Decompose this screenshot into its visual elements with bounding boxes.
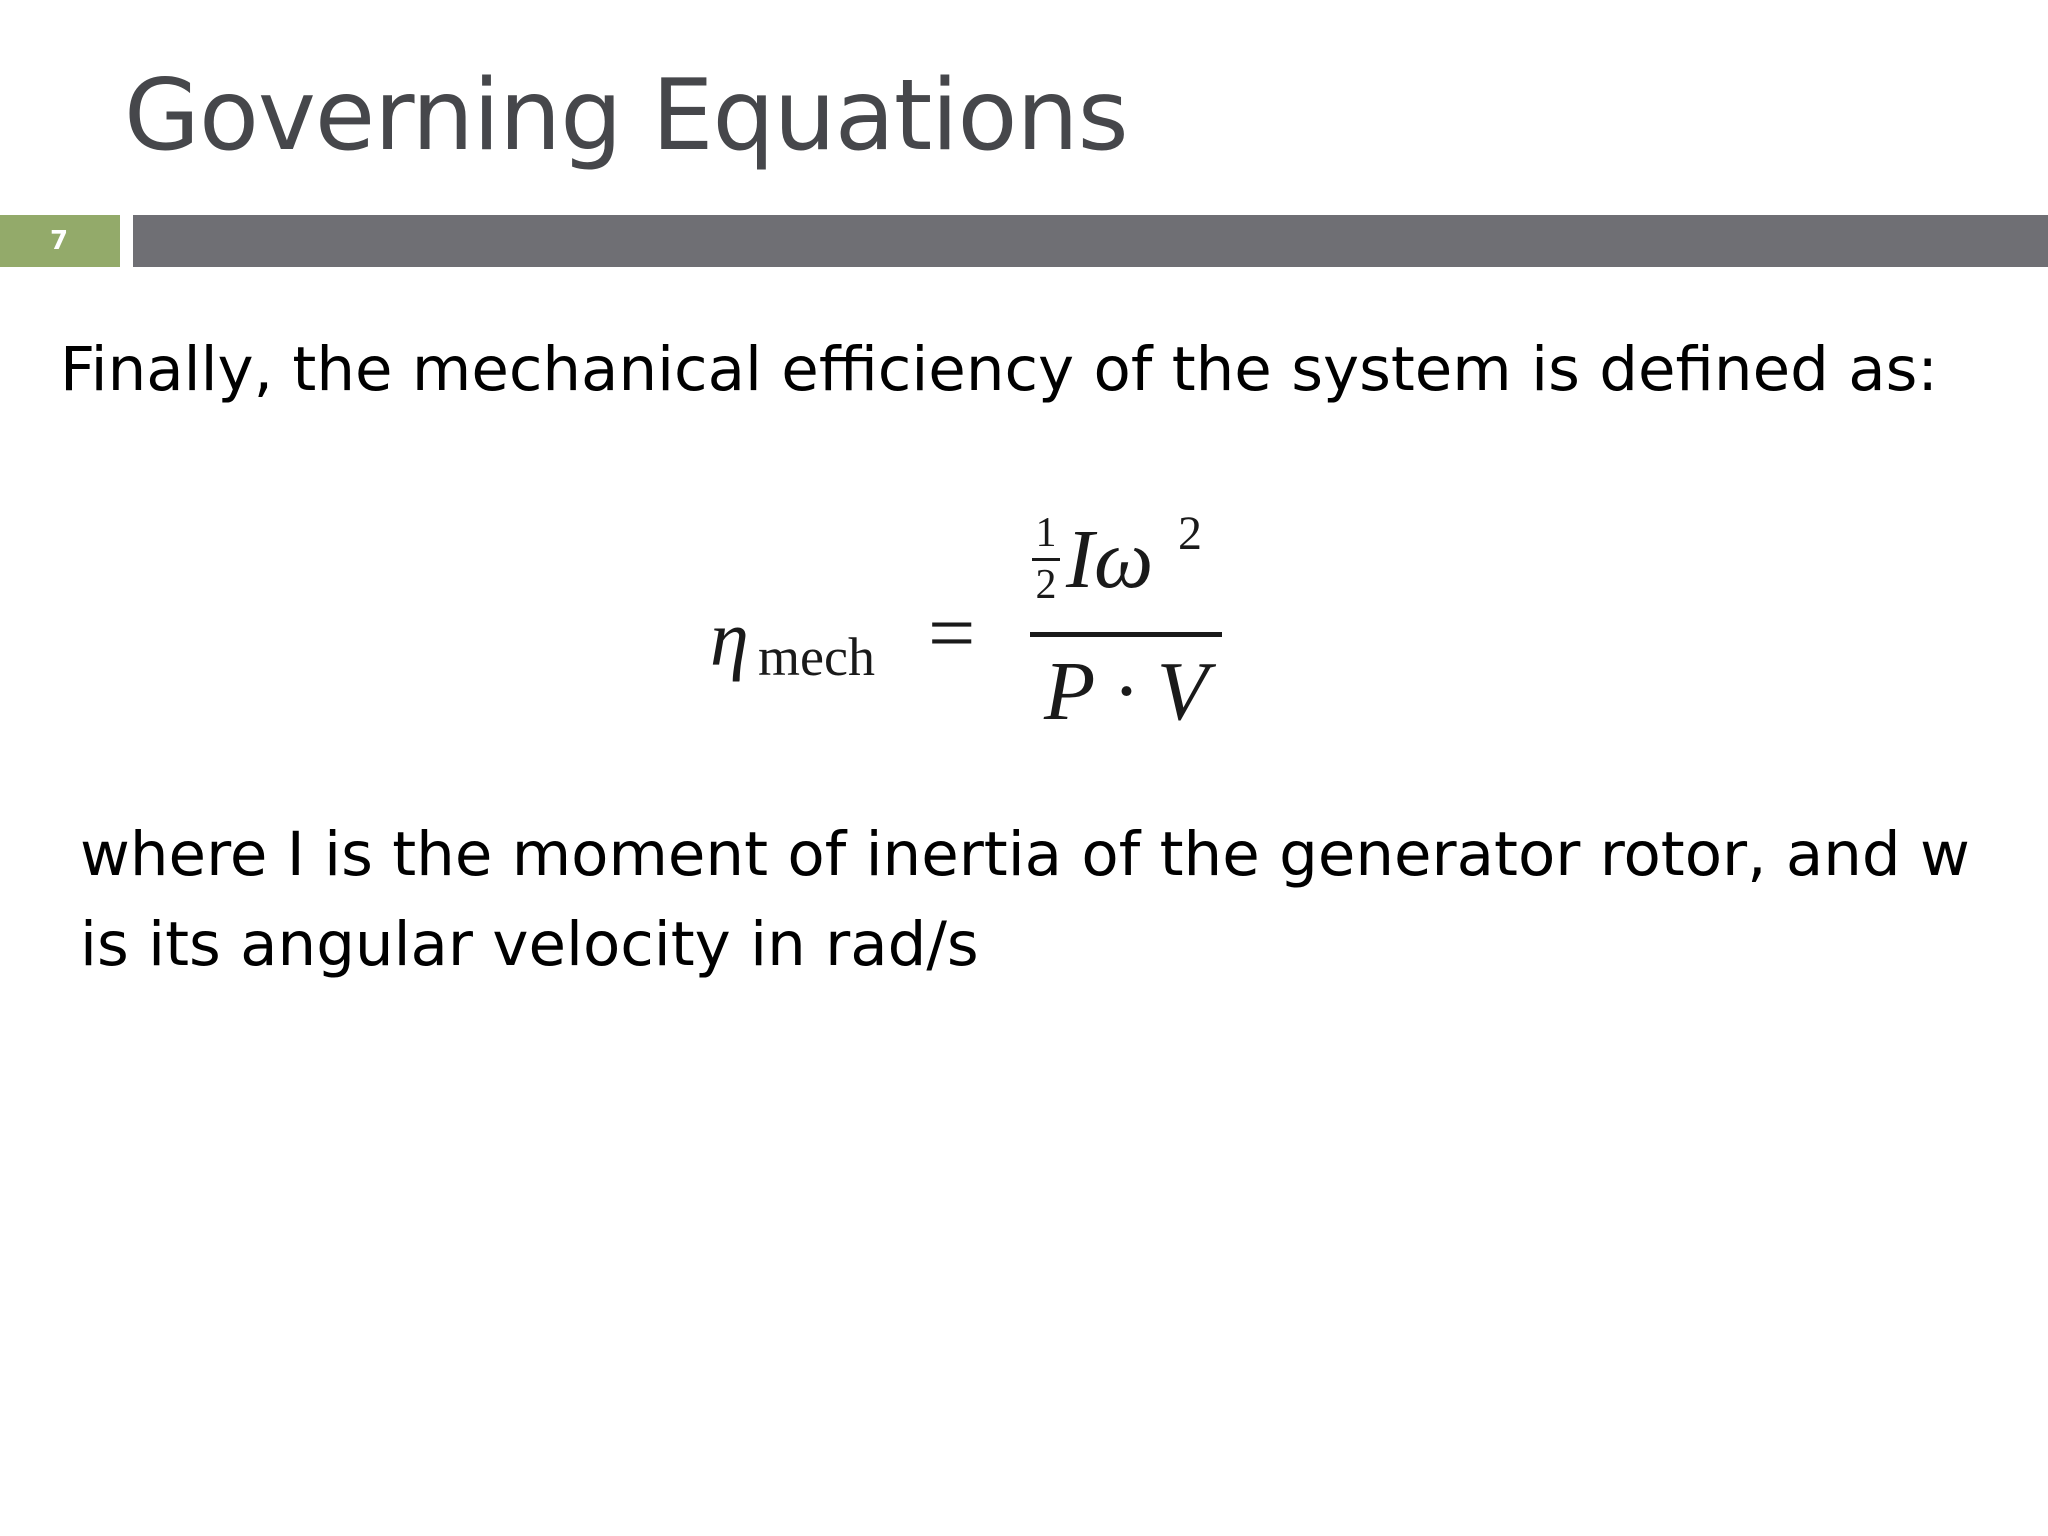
note-line-1: where I is the moment of inertia of the generator rotor, and w [80,819,1970,890]
slide-title: Governing Equations [124,59,1128,173]
intro-text: Finally, the mechanical efficiency of the system is defined as: [60,334,1938,405]
equation-numerator-exponent: 2 [1178,507,1202,560]
equation-numerator-term: Iω [1066,513,1154,606]
note-line-2: is its angular velocity in rad/s [80,909,979,980]
equation-half-denominator: 2 [1035,562,1057,608]
equation-eta-subscript: mech [758,627,875,687]
definition-note [80,810,1970,990]
page-number-badge [0,215,120,267]
equation-denominator: P · V [1043,645,1209,738]
equation-eta-symbol: η [710,595,749,682]
equation-equals-sign: = [928,587,976,680]
equation-fraction-bar [1030,632,1222,637]
equation-half-bar [1032,558,1060,561]
efficiency-equation [700,500,1260,740]
page-number: 7 [50,226,69,256]
title-divider-bar [133,215,2048,267]
equation-half-numerator: 1 [1035,510,1057,556]
